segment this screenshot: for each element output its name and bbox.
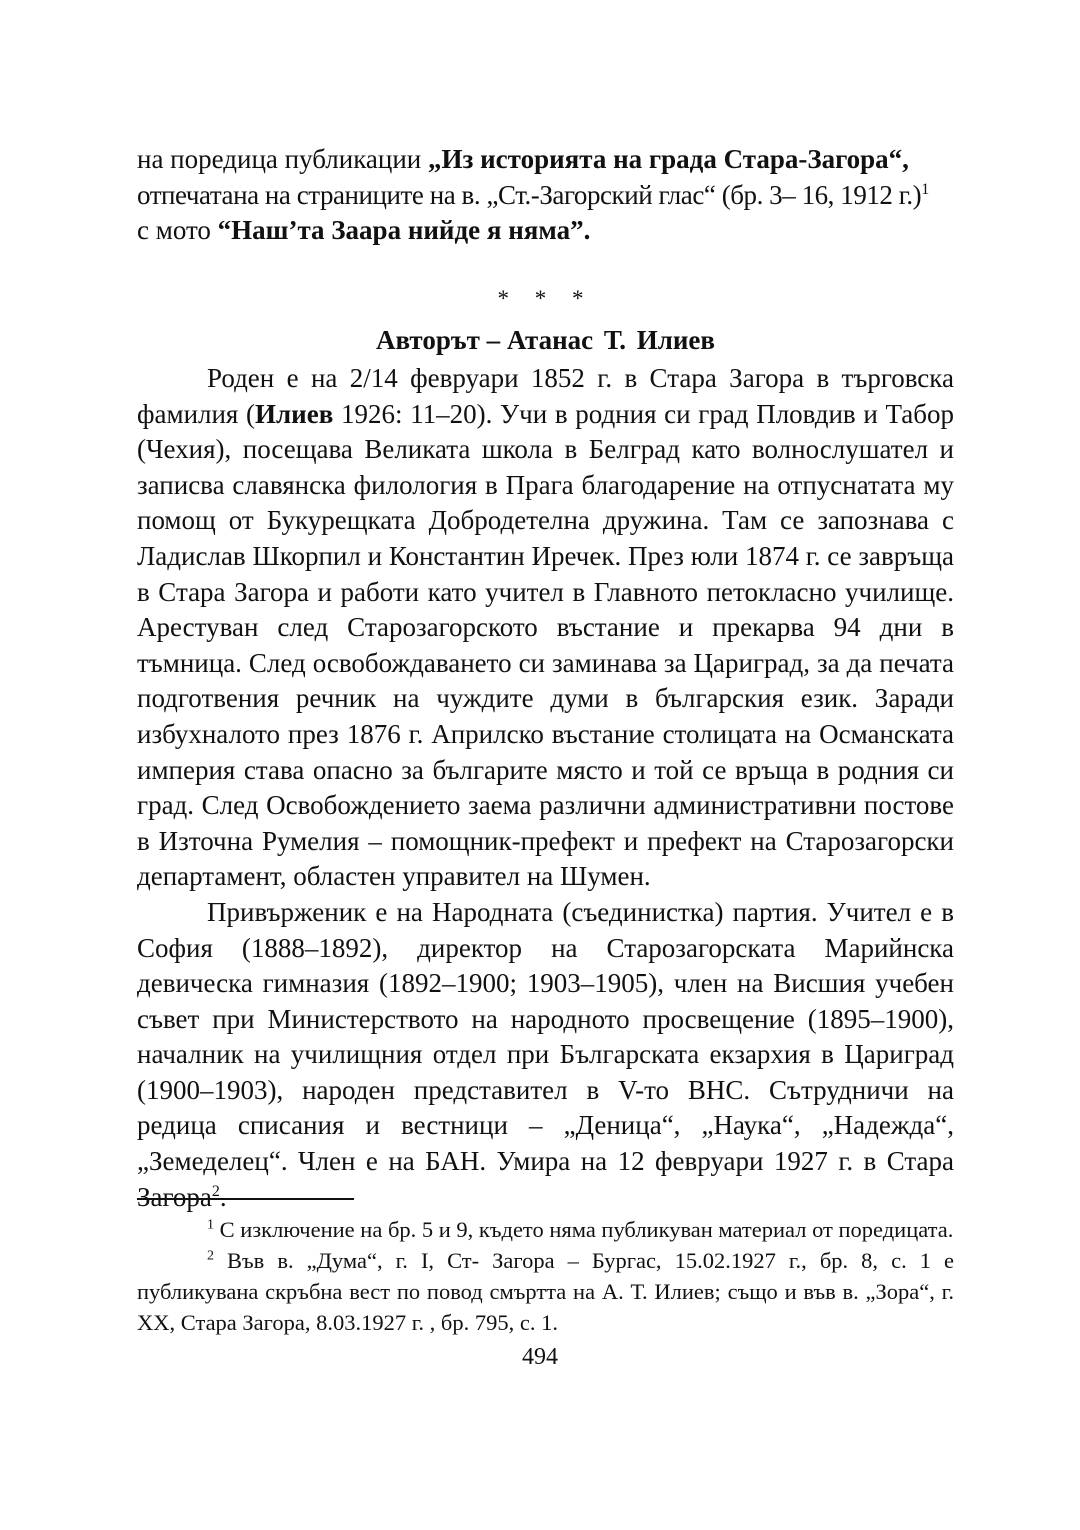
page-number: 494 xyxy=(522,1344,558,1370)
footnote-2 xyxy=(137,1245,954,1338)
paragraph-2 xyxy=(137,895,954,1215)
section-heading xyxy=(137,323,954,358)
opening-line-1 xyxy=(137,142,954,178)
heading-part-1: Авторът xyxy=(376,325,480,355)
opening-line-2 xyxy=(137,178,954,214)
paragraph-2-end: . xyxy=(219,1181,227,1212)
paragraph-1 xyxy=(137,361,954,895)
paragraph-1-start: Роден е на 2/14 февруари 1852 г. в Стара Загора в търговска фамилия ( xyxy=(137,363,954,429)
motto-text: “Наш’та Заара нийде я няма”. xyxy=(217,215,591,246)
footnotes xyxy=(137,1214,954,1338)
heading-part-2: Атанас Т. Илиев xyxy=(506,325,715,355)
footnote-2-text: Във в. „Дума“, г. I, Ст- Загора – Бургас, 15.02.1927 г., бр. 8, с. 1 е публикувана скръбна вест по повод смъртта на А. Т. Илиев; също и във в. „Зора“, г. XX, Стара Загора, 8.03.1927 г. , бр. 795, с. 1. xyxy=(137,1248,954,1335)
opening-line-1-text: на поредица публикации xyxy=(137,144,429,174)
motto-label: с мото xyxy=(137,215,218,246)
series-title: „Из историята на града Стара-Загора“, xyxy=(428,144,909,174)
footnote-1-text: С изключение на бр. 5 и 9, където няма публикуван материал от поредицата. xyxy=(214,1217,954,1242)
footnote-divider xyxy=(137,1198,354,1200)
body-text xyxy=(137,361,954,1215)
author-citation: Илиев xyxy=(255,398,334,429)
newspaper-reference: отпечатана на страниците на в. „Ст.-Загорский глас“ (бр. 3– 16, 1912 г.) xyxy=(137,179,922,210)
footnote-1-number: 1 xyxy=(207,1217,214,1233)
footnote-ref-2: 2 xyxy=(211,1182,220,1200)
paragraph-2-text: Привърженик е на Народната (съединистка) партия. Учител е в София (1888–1892), директор на Старозагорската Марийнска девическа гимназия (1892–1900; 1903–1905), член на Висшия учебен съвет при Министерството на народното просвещение (1895–1900), началник на училищния отдел при Българската екзархия в Цариград (1900–1903), народен представител в V-то ВНС. Сътрудничи на редица списания и вестници – „Деница“, „Наука“, „Надежда“, „Земеделец“. Член е на БАН. Умира на 12 февруари 1927 г. в Стара Загора xyxy=(137,896,954,1212)
opening-paragraph xyxy=(137,142,954,249)
footnote-ref-1: 1 xyxy=(921,180,929,198)
footnote-2-number: 2 xyxy=(207,1248,214,1264)
heading-dash: – xyxy=(486,325,501,355)
section-separator: * * * xyxy=(497,286,594,311)
opening-line-3 xyxy=(137,213,954,249)
footnote-1 xyxy=(137,1214,954,1245)
paragraph-1-rest: 1926: 11–20). Учи в родния си град Пловдив и Табор (Чехия), посещава Великата школа в Белград като волнослушател и записва славянска филология в Прага благодарение на отпуснатата му помощ от Букурещката Добродетелна дружина. Там се запознава с Ладислав Шкорпил и Константин Иречек. През юли 1874 г. се завръща в Стара Загора и работи като учител в Главното петокласно училище. Арестуван след Старозагорското въстание и прекарва 94 дни в тъмница. След освобождаването си заминава за Цариград, за да печата подготвения речник на чуждите думи в българския език. Заради избухналото през 1876 г. Априлско въстание столицата на Османската империя става опасно за българите място и той се връща в родния си град. След Освобождението заема различни административни постове в Източна Румелия – помощник-префект и префект на Старозагорски департамент, областен управител на Шумен. xyxy=(137,398,954,892)
